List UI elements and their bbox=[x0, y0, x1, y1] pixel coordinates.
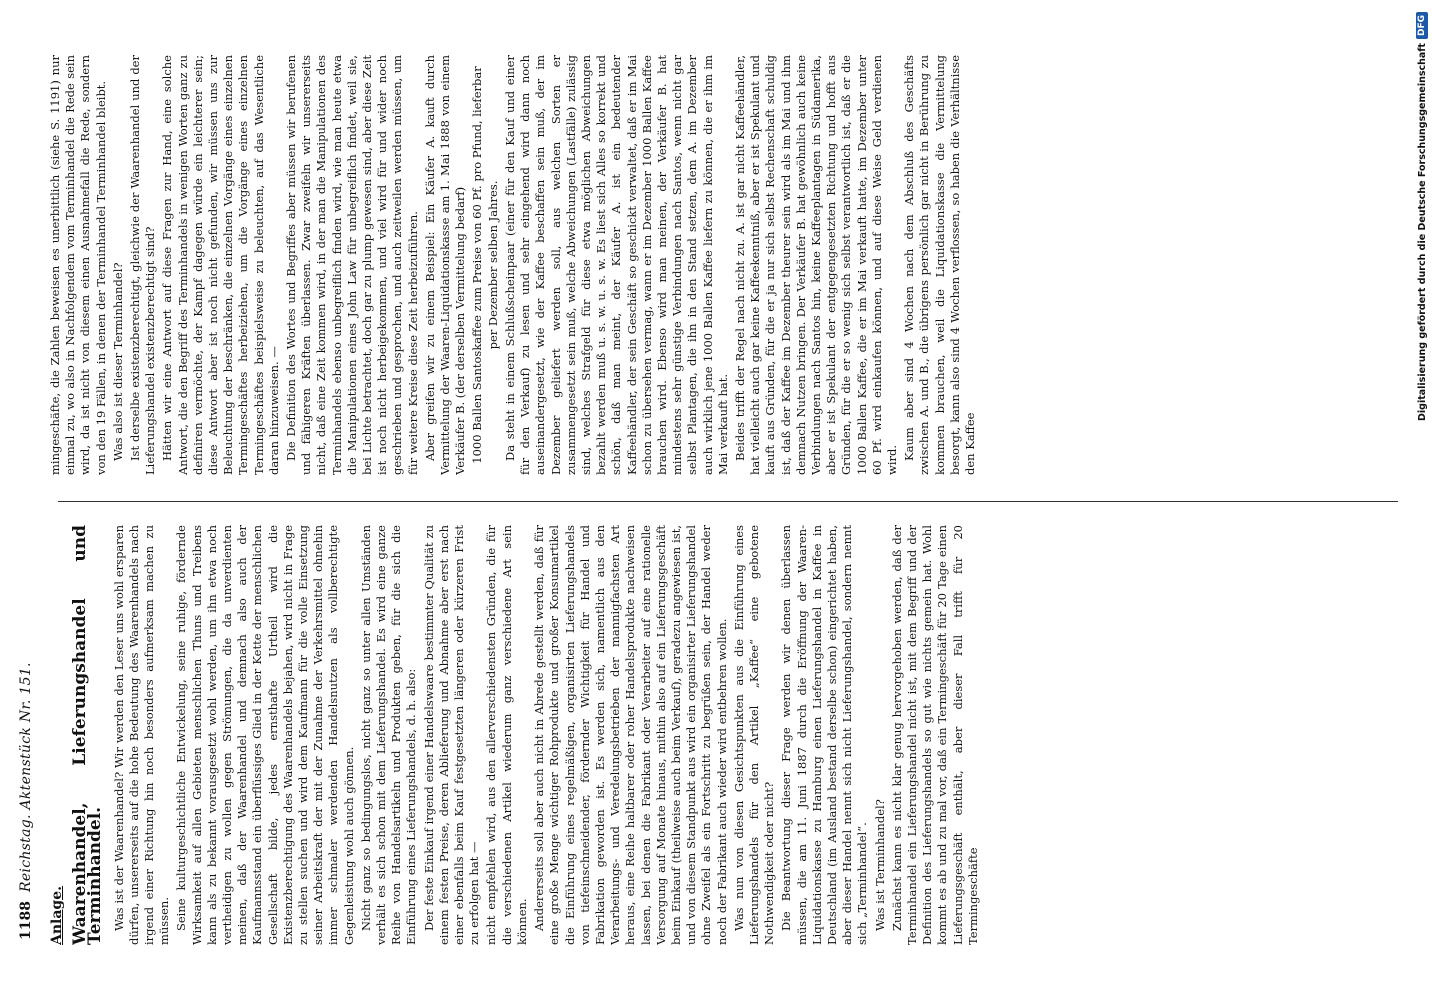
paragraph: Da steht in einem Schlußscheinpaar (einer für den Kauf und einer für den Verkauf) zu lesen und sehr eingehend wird dann noch auseinandergesetzt, wie der Kaffee beschaffen sein muß, der im Dezember geliefert werden soll, aus welchen Sorten er zusammengesetzt sein muß, welche Abweichungen (Lastfälle) zulässig sind, welches Strafgeld für diese etwa möglichen Abweichungen bezahlt werden muß u. s. w. u. s. w. Es liest sich Alles so korrekt und schön, daß man meint, der Käufer A. ist ein bedeutender Kaffeehändler, der sein Geschäft so geschickt verwaltet, daß er im Mai schon zu übersehen vermag, wann er im Dezember 1000 Ballen Kaffee brauchen wird. Ebenso wird man meinen, der Verkäufer B. hat mindestens sehr günstige Verbindungen nach Santos, wenn nicht gar selbst Plantagen, die ihn in den Stand setzen, dem A. im Dezember auch wirklich jene 1000 Ballen Kaffee liefern zu können, die er ihm im Mai verkauft hat. bbox=[502, 55, 730, 475]
digitization-text: Digitalisierung gefördert durch die Deutsche Forschungsgemeinschaft bbox=[1416, 43, 1428, 421]
dfg-logo: DFG bbox=[1416, 12, 1428, 39]
paragraph: Was ist Terminhandel? bbox=[872, 799, 887, 931]
paragraph: Hätten wir eine Antwort auf diese Fragen zur Hand, eine solche Antwort, die den Begriff des Terminhandels in wenigen Worten ganz zu definiren vermöchte, der Kampf dagegen würde ein leichterer sein; diese Antwort aber ist noch nicht gefunden, wir müssen uns zur Beleuchtung der beschränken, die einzelnen Vorgänge eines einzelnen Termingeschäftes herbeiziehen, um die Vorgänge eines einzelnen Termingeschäftes beispielsweise zu beleuchten, auf das Wesentliche daran hinzuweisen. — bbox=[160, 55, 281, 475]
paragraph: mingeschäfte, die Zahlen beweisen es unerbittlich (siehe S. 1191) nur einmal zu, wo also in Nachfolgendem vom Terminhandel die Rede sein wird, da ist nicht von diesem einen Ausnahmefall die Rede, sondern von den 19 Fällen, in denen der Terminhandel Terminhandel bleibt. bbox=[48, 55, 108, 475]
paragraph: Der feste Einkauf irgend einer Handelswaare bestimmter Qualität zu einem festen Preise, deren Ablieferung und Abnahme aber erst nach einer ebenfalls beim Kauf festgesetzten längeren oder kürzeren Frist zu erfolgen hat — bbox=[421, 525, 482, 945]
paragraph: Zunächst kann es nicht klar genug hervorgehoben werden, daß der Terminhandel ein Lieferungshandel nicht ist, mit dem Begriff und der Definition des Lieferungshandels so gut wie nichts gemein hat. Wohl kommt es ab und zu mal vor, daß ein Termingeschäft für 20 Tage einen Lieferungsgeschäft enthält, aber dieser Fall trifft für 20 Termingeschäfte bbox=[889, 525, 980, 945]
anlage-heading: Anlage. bbox=[49, 885, 65, 945]
left-header-title: Reichstag. Aktenstück Nr. 151. bbox=[18, 662, 34, 892]
paragraph: Nicht ganz so bedingungslos, nicht ganz so unter allen Umständen verhält es sich schon mit dem Lieferungshandel. Es wird eine ganze Reihe von Handelsartikeln und Produkten geben, für die sich die Einführung eines Lieferungshandels, d. h. also: bbox=[358, 525, 419, 945]
right-column bbox=[48, 55, 1408, 475]
paragraph: nicht empfehlen wird, aus den allerverschiedensten Gründen, die für die verschiedenen Artikel wiederum ganz verschiedene Art sein können. bbox=[484, 525, 529, 945]
paragraph: Aber greifen wir zu einem Beispiel: Ein Käufer A. kauft durch Vermittelung der Waaren-Liquidationskasse am 1. Mai 1888 von einem Verkäufer B. (der derselben Vermittelung bedarf) bbox=[422, 55, 468, 475]
paragraph: Beides trifft der Regel nach nicht zu. A. ist gar nicht Kaffeehändler, hat vielleicht auch gar keine Kaffeekenntniß, aber er ist Spekulant und kauft aus Gründen, für die er ja nur sich selbst Rechenschaft schuldig ist, daß der Kaffee im Dezember theurer sein wird als im Mai und ihm demnach Nutzen bringen. Der Verkäufer B. hat gewöhnlich auch keine Verbindungen nach Santos hin, keine Kaffeeplantagen in Südamerika, aber er ist Spekulant der entgegengesetzten Richtung und hofft aus Gründen, für die er so wenig sich selbst verantwortlich ist, daß er die 1000 Ballen Kaffee, die er im Mai verkauft hatte, im Dezember unter 60 Pf. wird einkaufen können, und auf diese Weise Geld verdienen wird. bbox=[732, 55, 899, 475]
right-header-title bbox=[18, 0, 34, 236]
page-header bbox=[8, 0, 44, 940]
paragraph: Die Beantwortung dieser Frage werden wir denen überlassen müssen, die am 11. Juni 1887 durch die Eröffnung der Waaren-Liquidationskasse zu Hamburg einen Lieferungshandel in Kaffee in Deutschland (im Ausland bestand derselbe schon) eingerichtet haben, aber dieser Handel nennt sich nicht Lieferungshandel, sondern nennt sich „Terminhandel“. bbox=[779, 525, 870, 945]
paragraph: Was ist der Waarenhandel? Wir werden den Leser uns wohl ersparen dürfen, unsererseits auf die hohe Bedeutung des Waarenhandels nach irgend einer Richtung hin noch besonders aufmerksam machen zu müssen. bbox=[111, 525, 172, 945]
paragraph: Andererseits soll aber auch nicht in Abrede gestellt werden, daß für eine große Menge wichtiger Rohprodukte und großer Konsumartikel die Einführung eines regelmäßigen, organisirten Lieferungshandels von tiefeinschneidender, fördernder Wichtigkeit für Handel und Fabrikation geworden ist. Es werden sich, namentlich aus den Verarbeitungs- und Veredelungsbetrieben der mannigfachsten Art heraus, eine Reihe haltbarer oder roher Handelsprodukte nachweisen lassen, bei denen die Fabrikant oder Verarbeiter auf eine rationelle Versorgung auf Monate hinaus, mithin also auf ein Lieferungsgeschäft beim Einkauf (theilweise auch beim Verkauf), geradezu angewiesen ist, und von diesem Standpunkt aus wird ein organisirter Lieferungshandel ohne Zweifel als ein Fortschritt zu begrüßen sein, der Handel weder noch der Fabrikant auch wieder wird entbehren wollen. bbox=[532, 525, 729, 945]
paragraph: Was also ist dieser Terminhandel? bbox=[110, 262, 125, 461]
paragraph: Ist derselbe existenzberechtigt, gleichwie der Waarenhandel und der Lieferungshandel existenzberechtigt sind? bbox=[128, 55, 158, 475]
paragraph: Was nun von diesen Gesichtspunkten aus die Einführung eines Lieferungshandels für den Artikel „Kaffee“ eine gebotene Nothwendigkeit oder nicht? bbox=[731, 525, 777, 945]
page-number: 1188 bbox=[18, 901, 34, 940]
left-column bbox=[48, 525, 1408, 945]
paragraph: Kaum aber sind 4 Wochen nach dem Abschluß des Geschäfts zwischen A. und B., die übrigens persönlich gar nicht in Berührung zu kommen brauchen, weil die Liquidationskasse die Vermittelung besorgt, kann also sind 4 Wochen verflossen, so haben die Verhältnisse den Kaffee bbox=[902, 55, 977, 475]
paragraph: Seine kulturgeschichtliche Entwickelung, seine ruhige, fördernde Wirksamkeit auf allen Gebieten menschlichen Thuns und Treibens kann als zu bekannt vorausgesetzt wohl werden, um ihn etwa noch vertheidigen zu wollen gegen Strömungen, die da unverdienten meinen, daß der Waarenhandel und demnach also auch der Kaufmannsstand ein überflüssiges Glied in der Kette der menschlichen Gesellschaft bilde, jedes ernsthafte Urtheil wird die Existenzberechtigung des Waarenhandels bejahen, wird nicht in Frage zu stellen suchen und wird dem Kaufmann für die volle Einsetzung seiner Arbeitskraft der mit der Zunahme der Verkehrsmittel ohnehin immer schmaler werdenden Handelsnutzen als vollberechtigte Gegenleistung wohl auch gönnen. bbox=[174, 525, 356, 945]
paragraph: 1000 Ballen Santoskaffee zum Preise von 60 Pf. pro Pfund, lieferbar per Dezember selben Jahres. bbox=[470, 66, 500, 464]
paragraph: Die Definition des Wortes und Begriffes aber müssen wir berufenen und fähigeren Kräften überlassen. Zwar zweifeln wir unsererseits nicht, daß eine Zeit kommen wird, in der man die Manipulationen des Terminhandels ebenso unbegreiflich finden wird, wie man heute etwa die Manipulationen eines John Law für unbegreiflich findet, weil sie, bei Lichte betrachtet, doch gar zu plump gewesen sind, aber diese Zeit ist noch nicht herbeigekommen, und viel wird für und wider noch geschrieben und gesprochen, und auch zeitweilen werden müssen, um für weitere Kreise diese Zeit herbeizuführen. bbox=[284, 55, 420, 475]
digitization-credit bbox=[1413, 0, 1431, 1000]
column-divider bbox=[58, 501, 1398, 502]
text-columns bbox=[48, 0, 1408, 1000]
section-title: Waarenhandel, Lieferungshandel und Terminhandel. bbox=[70, 525, 106, 945]
